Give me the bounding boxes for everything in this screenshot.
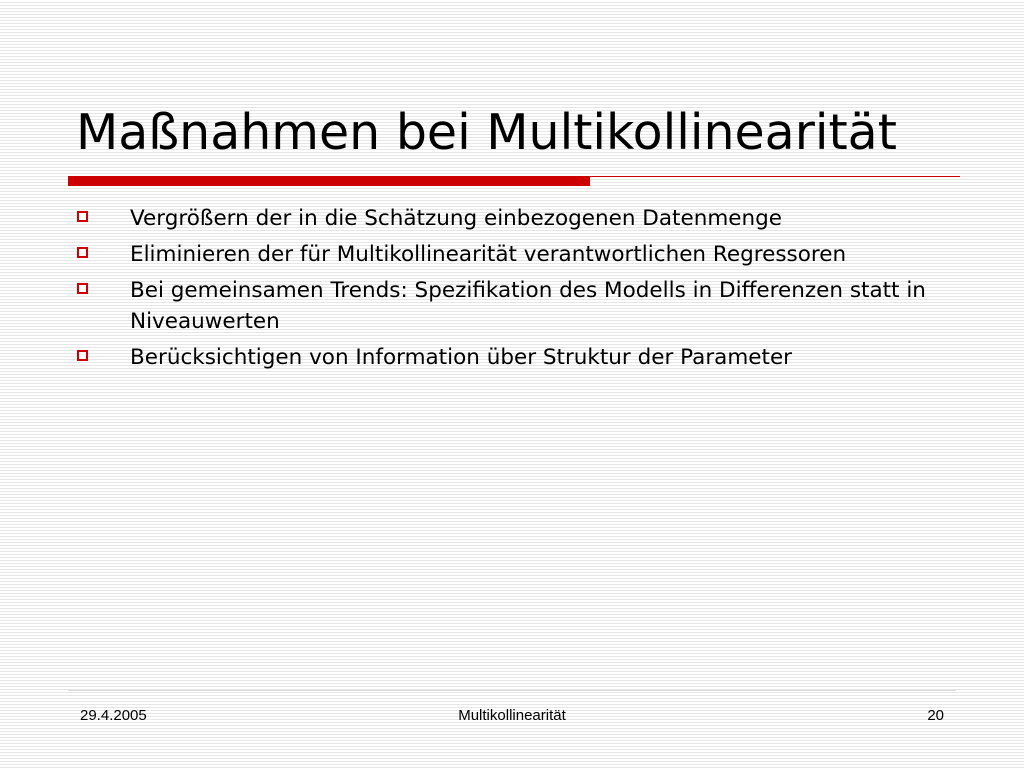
title-underline-thin (590, 176, 960, 177)
bullet-list (76, 203, 976, 378)
page-number: 20 (927, 707, 944, 724)
bullet-text: Eliminieren der für Multikollinearität verantwortlichen Regressoren (130, 242, 847, 267)
title-underline-thick (68, 176, 590, 186)
bullet-text: Vergrößern der in die Schätzung einbezogenen Datenmenge (130, 206, 782, 231)
bullet-text: Berücksichtigen von Information über Struktur der Parameter (130, 345, 793, 370)
footer-date: 29.4.2005 (80, 707, 147, 724)
bullet-item (76, 203, 976, 234)
footer-topic: Multikollinearität (458, 707, 566, 724)
hollow-square-icon (77, 247, 88, 258)
hollow-square-icon (77, 350, 88, 361)
hollow-square-icon (77, 283, 88, 294)
footer-divider (68, 690, 956, 691)
hollow-square-icon (77, 211, 88, 222)
slide-title: Maßnahmen bei Multikollinearität (76, 104, 897, 161)
bullet-item (76, 275, 976, 337)
bullet-item (76, 342, 976, 373)
bullet-item (76, 239, 976, 270)
bullet-text: Bei gemeinsamen Trends: Spezifikation des Modells in Differenzen statt in Niveauwerten (130, 278, 926, 334)
